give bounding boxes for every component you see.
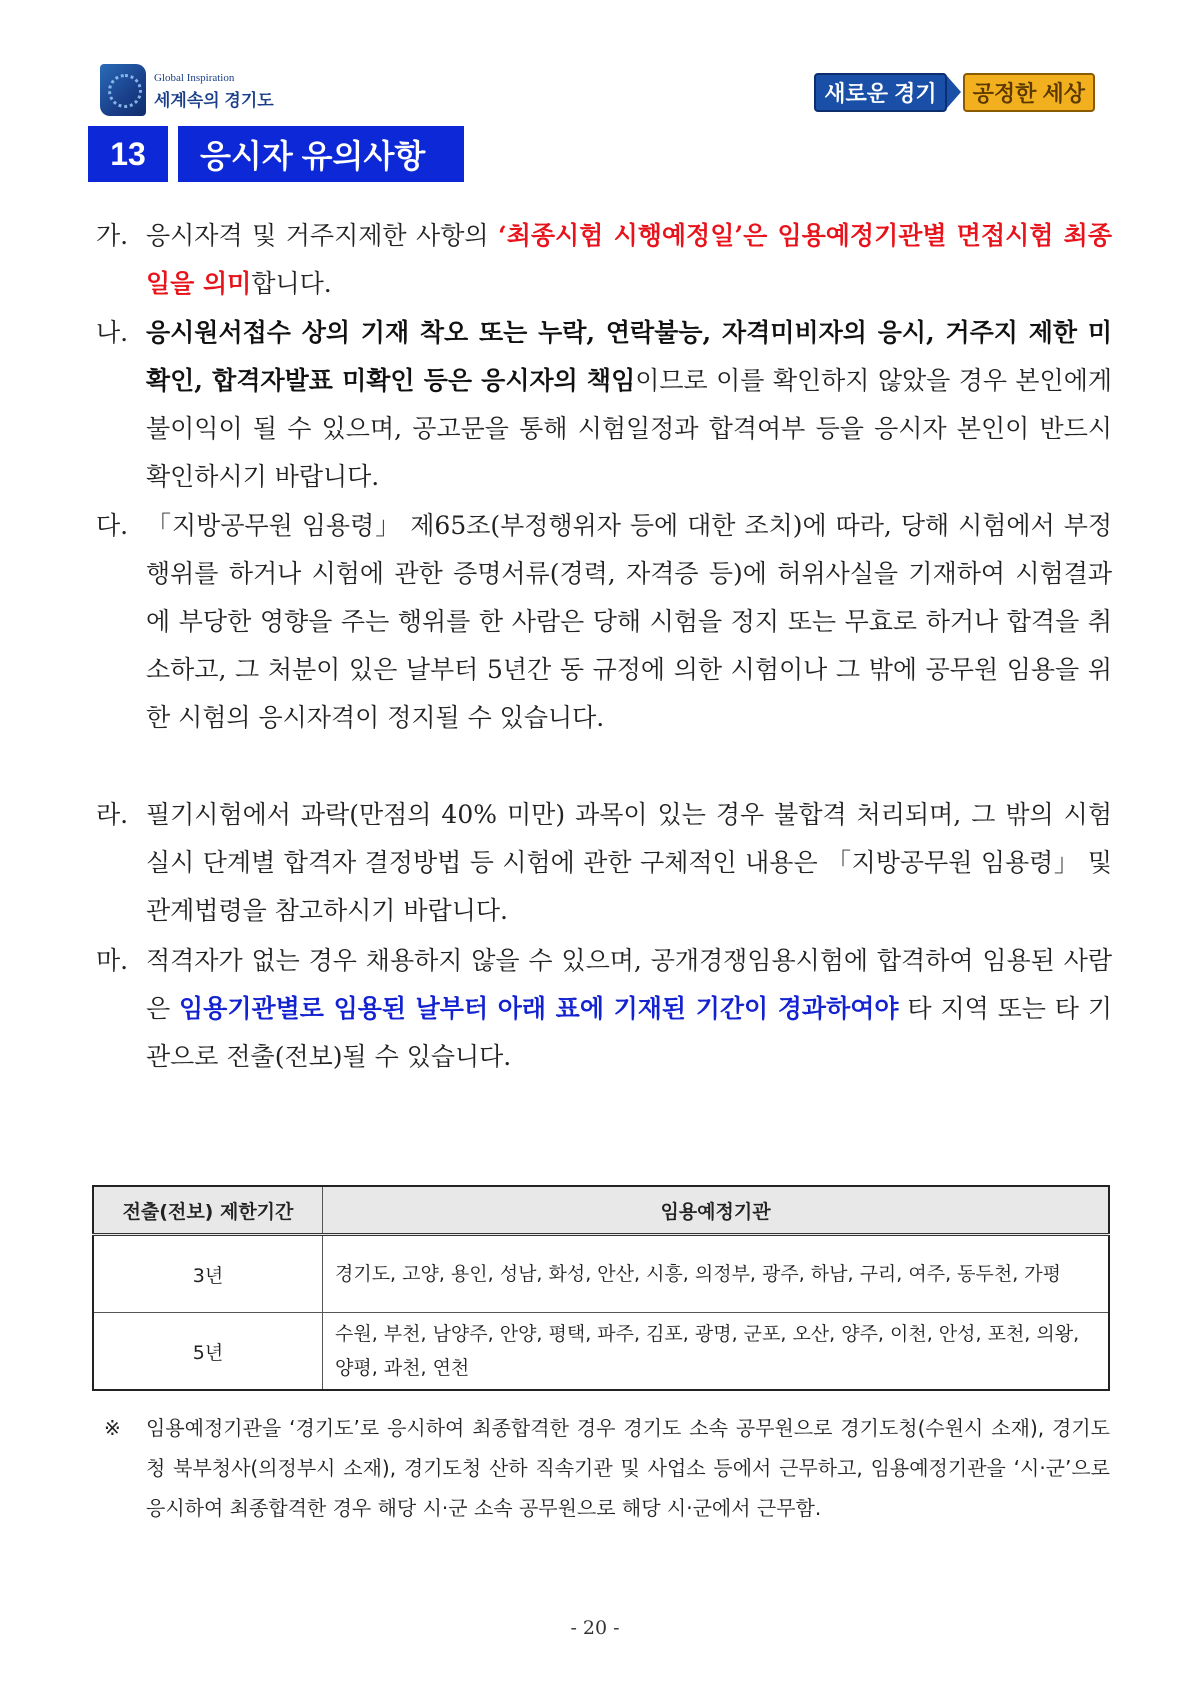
item-text-part: 타 지역 또는 타 기관으로 전출(전보)될 수 있습니다. xyxy=(146,994,1112,1071)
section-title: 응시자 유의사항 xyxy=(178,126,464,182)
table-row xyxy=(93,1313,1109,1391)
footnote-text: 임용예정기관을 ‘경기도’로 응시하여 최종합격한 경우 경기도 소속 공무원으로 경기도청(수원시 소재), 경기도청 북부청사(의정부시 소재), 경기도청 산하 직속기관 및 사업소 등에서 근무하고, 임용예정기관을 ‘시·군’으로 응시하여 최종합격한 경우 해당 시·군 소속 공무원으로 해당 시·군에서 근무함. xyxy=(146,1416,1110,1520)
table-header-row xyxy=(93,1186,1109,1235)
slogan-right: 공정한 세상 xyxy=(963,73,1095,112)
notice-item-na xyxy=(96,309,1112,501)
column-header-period: 전출(전보) 제한기간 xyxy=(93,1186,323,1235)
footnote xyxy=(104,1408,1110,1528)
item-highlight-red: ‘최종시험 시행예정일’은 임용예정기관별 면접시험 최종일을 의미 xyxy=(146,221,1112,298)
slogan-left: 새로운 경기 xyxy=(814,73,946,112)
slogan-banner xyxy=(814,74,1095,110)
cell-period: 5년 xyxy=(93,1313,323,1391)
item-text: 필기시험에서 과락(만점의 40% 미만) 과목이 있는 경우 불합격 처리되며, 그 밖의 시험 실시 단계별 합격자 결정방법 등 시험에 관한 구체적인 내용은 「지방공무원 임용령」 및 관계법령을 참고하시기 바랍니다. xyxy=(146,800,1112,925)
notice-item-da xyxy=(96,502,1112,742)
cell-regions: 경기도, 고양, 용인, 성남, 화성, 안산, 시흥, 의정부, 광주, 하남, 구리, 여주, 동두천, 가평 xyxy=(323,1235,1110,1313)
table-row xyxy=(93,1235,1109,1313)
item-text-part: 응시자격 및 거주지제한 사항의 xyxy=(146,221,499,250)
reference-mark-icon: ※ xyxy=(104,1416,121,1440)
section-number: 13 xyxy=(88,126,168,182)
transfer-restriction-table xyxy=(92,1185,1110,1391)
item-label: 다. xyxy=(96,511,129,540)
item-text-part: 적격자가 없는 경우 채용하지 않을 수 있으며, 공개경쟁임용시험에 합격하여 임용된 사람은 xyxy=(146,946,1112,1023)
item-highlight-bold: 응시원서접수 상의 기재 착오 또는 누락, 연락불능, 자격미비자의 응시, 거주지 제한 미확인, 합격자발표 미확인 등은 응시자의 책임 xyxy=(146,318,1112,395)
slogan-arrow-icon xyxy=(947,76,961,108)
cell-period: 3년 xyxy=(93,1235,323,1313)
item-text xyxy=(146,937,1112,1081)
item-text-part: 합니다. xyxy=(251,269,332,298)
page-number: - 20 - xyxy=(570,1617,620,1639)
notice-item-ra xyxy=(96,791,1112,935)
item-label: 나. xyxy=(96,318,129,347)
logo-title: 세계속의 경기도 xyxy=(154,91,274,110)
gyeonggi-logo xyxy=(100,64,280,116)
item-label: 가. xyxy=(96,221,129,250)
item-highlight-blue: 임용기관별로 임용된 날부터 아래 표에 기재된 기간이 경과하여야 xyxy=(179,994,899,1023)
cell-regions: 수원, 부천, 남양주, 안양, 평택, 파주, 김포, 광명, 군포, 오산, 양주, 이천, 안성, 포천, 의왕, 양평, 과천, 연천 xyxy=(323,1313,1110,1391)
item-text xyxy=(146,309,1112,501)
globe-logo-icon xyxy=(100,64,146,116)
item-label: 라. xyxy=(96,800,129,829)
notice-item-ga xyxy=(96,212,1112,308)
item-text-part: 이므로 이를 확인하지 않았을 경우 본인에게 불이익이 될 수 있으며, 공고문을 통해 시험일정과 합격여부 등을 응시자 본인이 반드시 확인하시기 바랍니다. xyxy=(146,366,1112,491)
notice-item-ma xyxy=(96,937,1112,1081)
item-text: 「지방공무원 임용령」 제65조(부정행위자 등에 대한 조치)에 따라, 당해 시험에서 부정행위를 하거나 시험에 관한 증명서류(경력, 자격증 등)에 허위사실을 기재하여 시험결과에 부당한 영향을 주는 행위를 한 사람은 당해 시험을 정지 또는 무효로 하거나 합격을 취소하고, 그 처분이 있은 날부터 5년간 동 규정에 의한 시험이나 그 밖에 공무원 임용을 위한 시험의 응시자격이 정지될 수 있습니다. xyxy=(146,511,1112,732)
logo-tagline: Global Inspiration xyxy=(154,72,235,84)
column-header-agency: 임용예정기관 xyxy=(323,1186,1110,1235)
item-label: 마. xyxy=(96,946,129,975)
item-text xyxy=(146,212,1112,308)
